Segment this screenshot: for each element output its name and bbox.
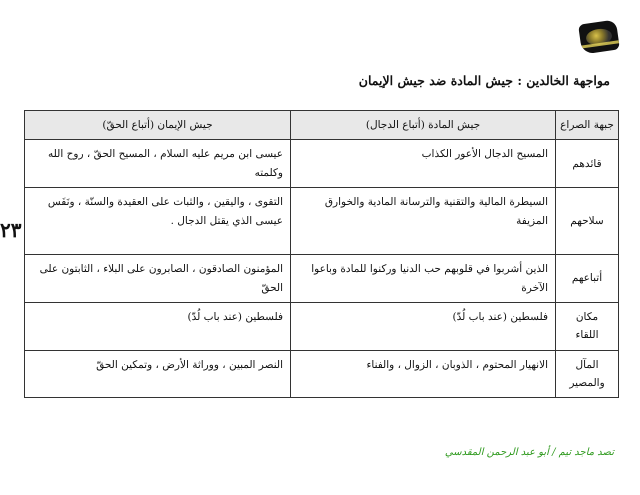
cell-faith-leader: عيسى ابن مريم عليه السلام ، المسيح الحقّ ، روح الله وكلمته bbox=[25, 140, 291, 188]
cell-faith-followers: المؤمنون الصادقون ، الصابرون على البلاء ، الثابتون على الحقّ bbox=[25, 255, 291, 303]
row-label-meeting-place: مكان اللقاء bbox=[556, 302, 619, 350]
table-row bbox=[25, 302, 619, 350]
cell-matter-meeting-place: فلسطين (عند باب لُدّ) bbox=[291, 302, 556, 350]
emblem-logo-icon bbox=[578, 20, 620, 55]
cell-faith-weapon: التقوى ، واليقين ، والثبات على العقيدة والسنّة ، ونَفَس عيسى الذي يقتل الدجال . bbox=[25, 188, 291, 255]
cell-matter-weapon: السيطرة المالية والتقنية والترسانة المادية والخوارق المزيفة bbox=[291, 188, 556, 255]
row-label-fate: المآل والمصير bbox=[556, 350, 619, 398]
column-header-faith-army: جيش الإيمان (أتباع الحقّ) bbox=[25, 111, 291, 140]
column-header-front: جبهة الصراع bbox=[556, 111, 619, 140]
row-label-followers: أتباعهم bbox=[556, 255, 619, 303]
row-label-weapon: سلاحهم bbox=[556, 188, 619, 255]
table-row bbox=[25, 140, 619, 188]
author-credit: تصد ماجد تيم / أبو عبد الرحمن المقدسي bbox=[444, 447, 614, 458]
page-title: مواجهة الخالدين : جيش المادة ضد جيش الإيمان bbox=[358, 73, 610, 88]
table-row bbox=[25, 350, 619, 398]
row-label-leader: قائدهم bbox=[556, 140, 619, 188]
column-header-matter-army: جيش المادة (أتباع الدجال) bbox=[291, 111, 556, 140]
cell-faith-fate: النصر المبين ، ووراثة الأرض ، وتمكين الحقّ bbox=[25, 350, 291, 398]
cell-matter-leader: المسيح الدجال الأعور الكذاب bbox=[291, 140, 556, 188]
cell-matter-fate: الانهيار المحتوم ، الذوبان ، الزوال ، والفناء bbox=[291, 350, 556, 398]
comparison-table bbox=[24, 110, 619, 398]
page-number: ٢٣ bbox=[0, 218, 22, 242]
table-header-row bbox=[25, 111, 619, 140]
cell-matter-followers: الذين أشربوا في قلوبهم حب الدنيا وركنوا للمادة وباعوا الآخرة bbox=[291, 255, 556, 303]
cell-faith-meeting-place: فلسطين (عند باب لُدّ) bbox=[25, 302, 291, 350]
table-row bbox=[25, 188, 619, 255]
table-row bbox=[25, 255, 619, 303]
